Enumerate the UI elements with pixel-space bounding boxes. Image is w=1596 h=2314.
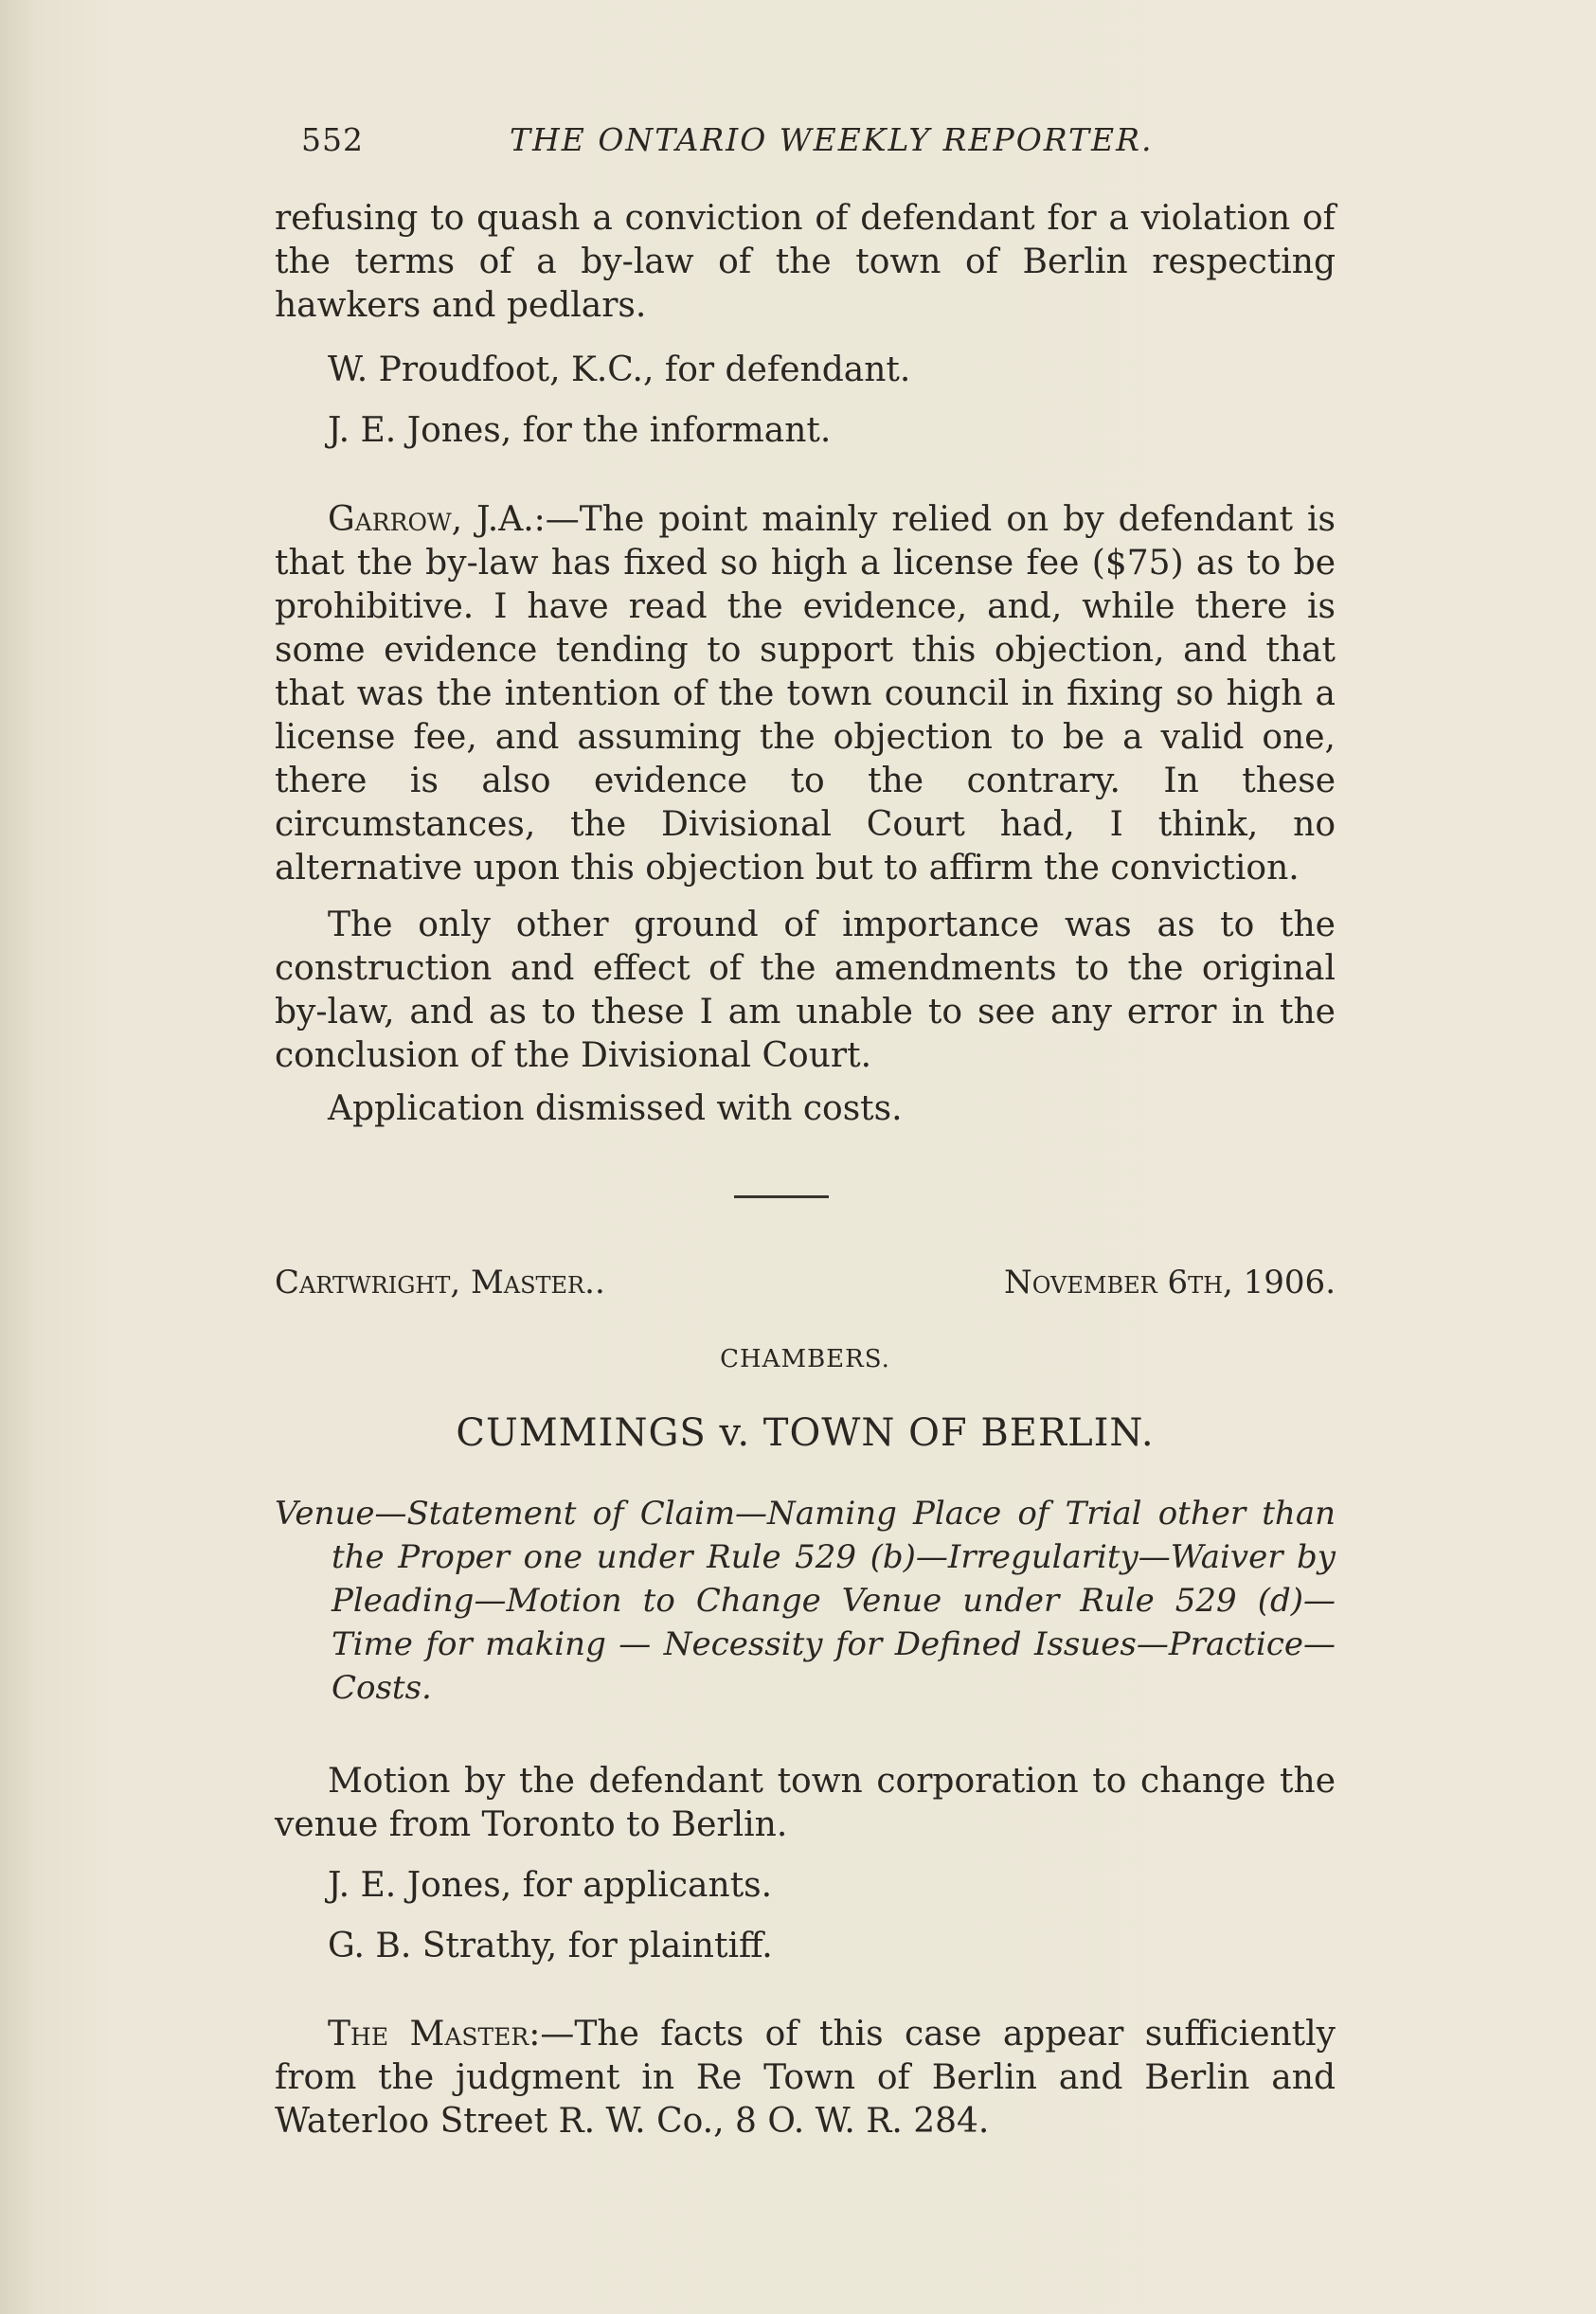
master-paragraph bbox=[275, 2013, 1336, 2144]
motion-text: Motion by the defendant town corporation to change the venue from Toronto to Berlin. bbox=[275, 1762, 1336, 1844]
counsel-line: J. E. Jones, for applicants. bbox=[328, 1866, 773, 1905]
judgment-paragraph bbox=[275, 498, 1336, 890]
headnote bbox=[275, 1492, 1336, 1710]
motion-paragraph bbox=[275, 1760, 1336, 1968]
disposition: Application dismissed with costs. bbox=[328, 1089, 903, 1128]
counsel-line: W. Proudfoot, K.C., for defendant. bbox=[328, 350, 911, 389]
running-title: THE ONTARIO WEEKLY REPORTER. bbox=[510, 121, 1154, 158]
master-judgment bbox=[275, 2013, 1336, 2144]
counsel-line: J. E. Jones, for the informant. bbox=[328, 411, 832, 450]
case-caption-line bbox=[275, 1264, 1336, 1301]
venue-heading: CHAMBERS. bbox=[720, 1345, 890, 1373]
counsel-list-1 bbox=[275, 349, 1336, 453]
court-officer: Cartwright, Master.. bbox=[275, 1264, 605, 1301]
page-number: 552 bbox=[301, 121, 364, 158]
paragraph-text: refusing to quash a conviction of defendant for a violation of the terms of a by-law of the town of Berlin respecting hawkers and pedlars. bbox=[275, 199, 1336, 325]
section-divider bbox=[734, 1195, 829, 1198]
opening-paragraph bbox=[275, 197, 1336, 328]
master-text: :—The facts of this case appear sufficiently from the judgment in Re Town of Berlin and Berlin and Waterloo Street R. W. Co., 8 O. W. R. 284. bbox=[275, 2015, 1336, 2141]
counsel-line: G. B. Strathy, for plaintiff. bbox=[328, 1927, 773, 1965]
judge-name: Garrow, J.A. bbox=[328, 500, 534, 539]
judgment-text: :—The point mainly relied on by defendant is that the by-law has fixed so high a license fee ($75) as to be prohibitive. I have read the evidence, and, while there is some evidence tending to support this objection, and that that was the intention of the town council in fixing so high a license fee, and assuming the objection to be a valid one, there is also evidence to the contrary. In these circumstances, the Divisional Court had, I think, no alternative upon this objection but to affirm the conviction. bbox=[275, 500, 1336, 888]
master-label: The Master bbox=[328, 2015, 529, 2054]
decision-date: November 6th, 1906. bbox=[1004, 1264, 1336, 1301]
headnote-text: Venue—Statement of Claim—Naming Place of Trial other than the Proper one under Rule 529 (b)—Irregularity—Waiver by Pleading—Motion to Change Venue under Rule 529 (d)—Time for making — Necessity for Defined Issues—Practice—Costs. bbox=[275, 1495, 1336, 1707]
judgment-paragraph-2: The only other ground of importance was as to the construction and effect of the amendments to the original by-law, and as to these I am unable to see any error in the conclusion of the Divisional Court. bbox=[275, 906, 1336, 1075]
case-title: CUMMINGS v. TOWN OF BERLIN. bbox=[456, 1411, 1155, 1455]
judgment-garrow bbox=[275, 498, 1336, 1131]
